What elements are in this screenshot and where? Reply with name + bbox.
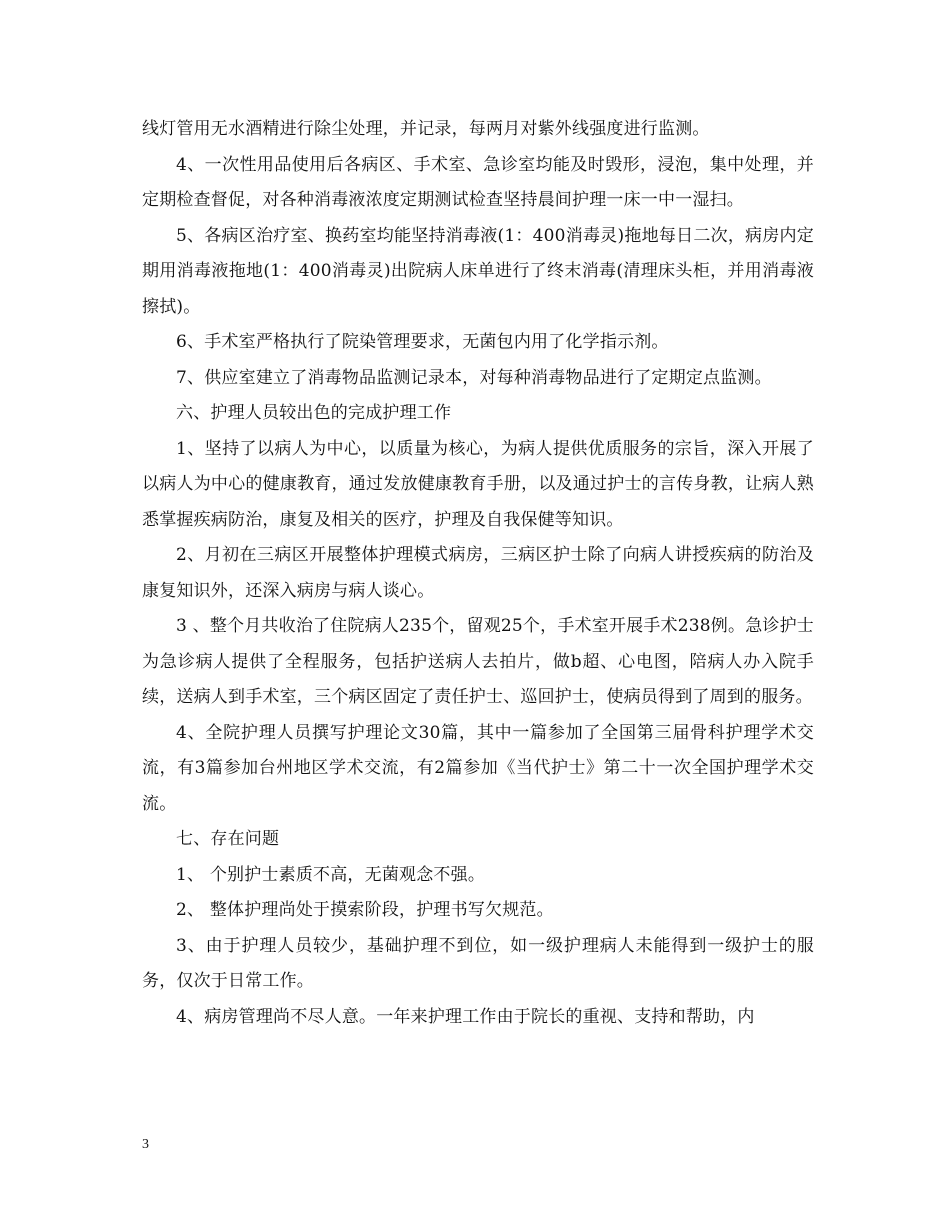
- paragraph-14: 4、病房管理尚不尽人意。一年来护理工作由于院长的重视、支持和帮助，内: [176, 1006, 755, 1027]
- section-heading-7: 七、存在问题: [176, 829, 280, 849]
- paragraph-9: 4、全院护理人员撰写护理论文30篇，其中一篇参加了全国第三届骨科护理学术交流，有3篇参加台州地区学术交流，有2篇参加《当代护士》第二十一次全国护理学术交流。: [142, 722, 814, 814]
- paragraph-2: 5、各病区治疗室、换药室均能坚持消毒液(1：400消毒灵)拖地每日二次，病房内定期用消毒液拖地(1：400消毒灵)出院病人床单进行了终末消毒(清理床头柜，并用消毒液擦拭)。: [142, 225, 814, 317]
- paragraph-1: 4、一次性用品使用后各病区、手术室、急诊室均能及时毁形，浸泡，集中处理，并定期检查督促，对各种消毒液浓度定期测试检查坚持晨间护理一床一中一湿扫。: [142, 154, 814, 210]
- document-body: [142, 112, 814, 1035]
- paragraph-11: 1、 个别护士素质不高，无菌观念不强。: [176, 864, 486, 885]
- paragraph-6: 1、坚持了以病人为中心，以质量为核心，为病人提供优质服务的宗旨，深入开展了以病人为中心的健康教育，通过发放健康教育手册，以及通过护士的言传身教，让病人熟悉掌握疾病防治，康复及相关的医疗，护理及自我保健等知识。: [142, 438, 814, 530]
- paragraph-3: 6、手术室严格执行了院染管理要求，无菌包内用了化学指示剂。: [176, 332, 669, 352]
- paragraph-12: 2、 整体护理尚处于摸索阶段，护理书写欠规范。: [176, 900, 554, 920]
- paragraph-0: 线灯管用无水酒精进行除尘处理，并记录，每两月对紫外线强度进行监测。: [142, 119, 710, 139]
- page-number: 3: [142, 1137, 149, 1152]
- paragraph-8: 3 、整个月共收治了住院病人235个，留观25个，手术室开展手术238例。急诊护士为急诊病人提供了全程服务，包括护送病人去拍片，做b超、心电图，陪病人办入院手续，送病人到手术室，三个病区固定了责任护士、巡回护士，使病员得到了周到的服务。: [142, 616, 814, 707]
- paragraph-7: 2、月初在三病区开展整体护理模式病房，三病区护士除了向病人讲授疾病的防治及康复知识外，还深入病房与病人谈心。: [142, 545, 814, 601]
- paragraph-4: 7、供应室建立了消毒物品监测记录本，对每种消毒物品进行了定期定点监测。: [176, 367, 772, 388]
- section-heading-6: 六、护理人员较出色的完成护理工作: [176, 403, 452, 423]
- paragraph-13: 3、由于护理人员较少，基础护理不到位，如一级护理病人未能得到一级护士的服务，仅次于日常工作。: [142, 935, 814, 991]
